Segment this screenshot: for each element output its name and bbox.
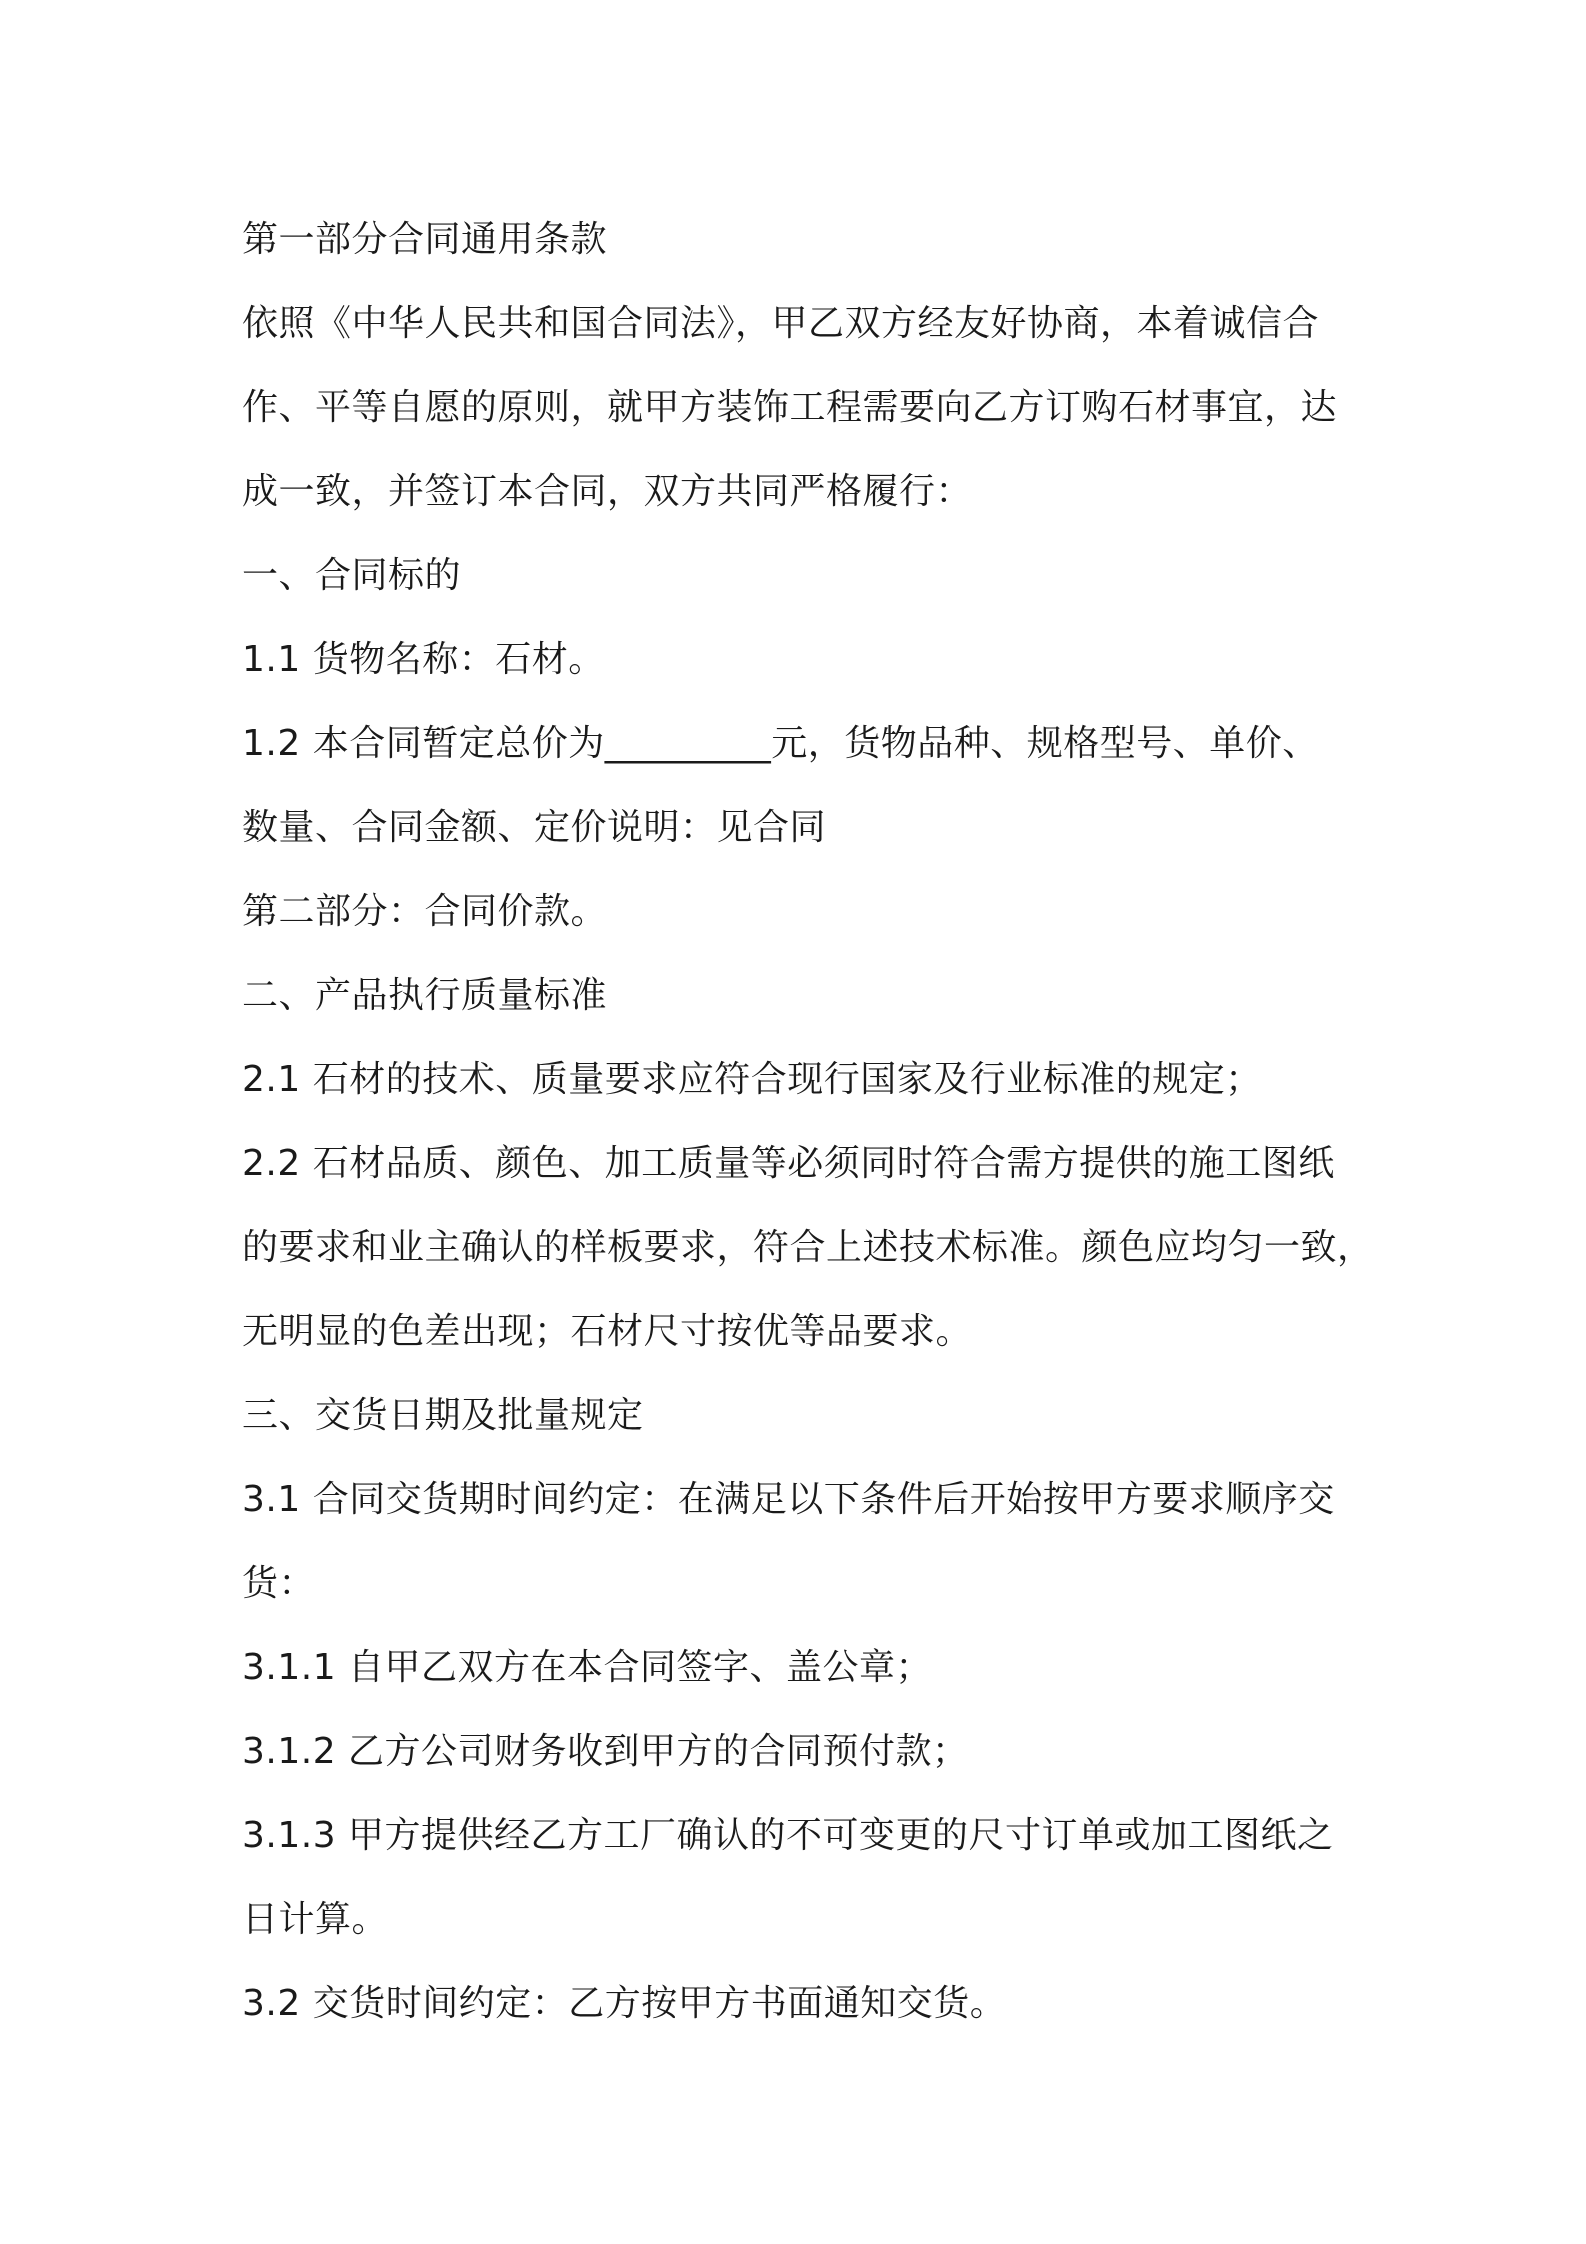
- clause-2-1: 2.1 石材的技术、质量要求应符合现行国家及行业标准的规定；: [242, 1059, 1262, 1100]
- intro-paragraph-line-3: 成一致，并签订本合同，双方共同严格履行：: [242, 471, 973, 512]
- section-heading-part-two: 第二部分：合同价款。: [242, 891, 608, 932]
- clause-2-2-line-2: 的要求和业主确认的样板要求，符合上述技术标准。颜色应均匀一致，: [242, 1227, 1374, 1268]
- clause-1-2-line-2: 数量、合同金额、定价说明：见合同: [242, 807, 827, 848]
- clause-3-2: 3.2 交货时间约定：乙方按甲方书面通知交货。: [242, 1983, 1007, 2024]
- clause-3-1-line-1: 3.1 合同交货期时间约定：在满足以下条件后开始按甲方要求顺序交: [242, 1479, 1335, 1520]
- document-body: [242, 198, 1374, 2046]
- clause-3-1-1: 3.1.1 自甲乙双方在本合同签字、盖公章；: [242, 1647, 933, 1688]
- clause-2-2-line-1: 2.2 石材品质、颜色、加工质量等必须同时符合需方提供的施工图纸: [242, 1143, 1335, 1184]
- clause-1-1: 1.1 货物名称：石材。: [242, 639, 605, 680]
- heading-contract-subject: 一、合同标的: [242, 555, 462, 596]
- clause-3-1-3-line-2: 日计算。: [242, 1899, 389, 1940]
- intro-paragraph-line-1: 依照《中华人民共和国合同法》，甲乙双方经友好协商，本着诚信合: [242, 303, 1320, 344]
- heading-quality-standard: 二、产品执行质量标准: [242, 975, 608, 1016]
- clause-3-1-line-2: 货：: [242, 1563, 316, 1604]
- clause-3-1-2: 3.1.2 乙方公司财务收到甲方的合同预付款；: [242, 1731, 969, 1772]
- clause-2-2-line-3: 无明显的色差出现；石材尺寸按优等品要求。: [242, 1311, 973, 1352]
- section-heading-part-one: 第一部分合同通用条款: [242, 219, 608, 260]
- heading-delivery-schedule: 三、交货日期及批量规定: [242, 1395, 644, 1436]
- intro-paragraph-line-2: 作、平等自愿的原则，就甲方装饰工程需要向乙方订购石材事宜，达: [242, 387, 1338, 428]
- clause-1-2-line-1: 1.2 本合同暂定总价为_________元，货物品种、规格型号、单价、: [242, 723, 1319, 764]
- clause-3-1-3-line-1: 3.1.3 甲方提供经乙方工厂确认的不可变更的尺寸订单或加工图纸之: [242, 1815, 1334, 1856]
